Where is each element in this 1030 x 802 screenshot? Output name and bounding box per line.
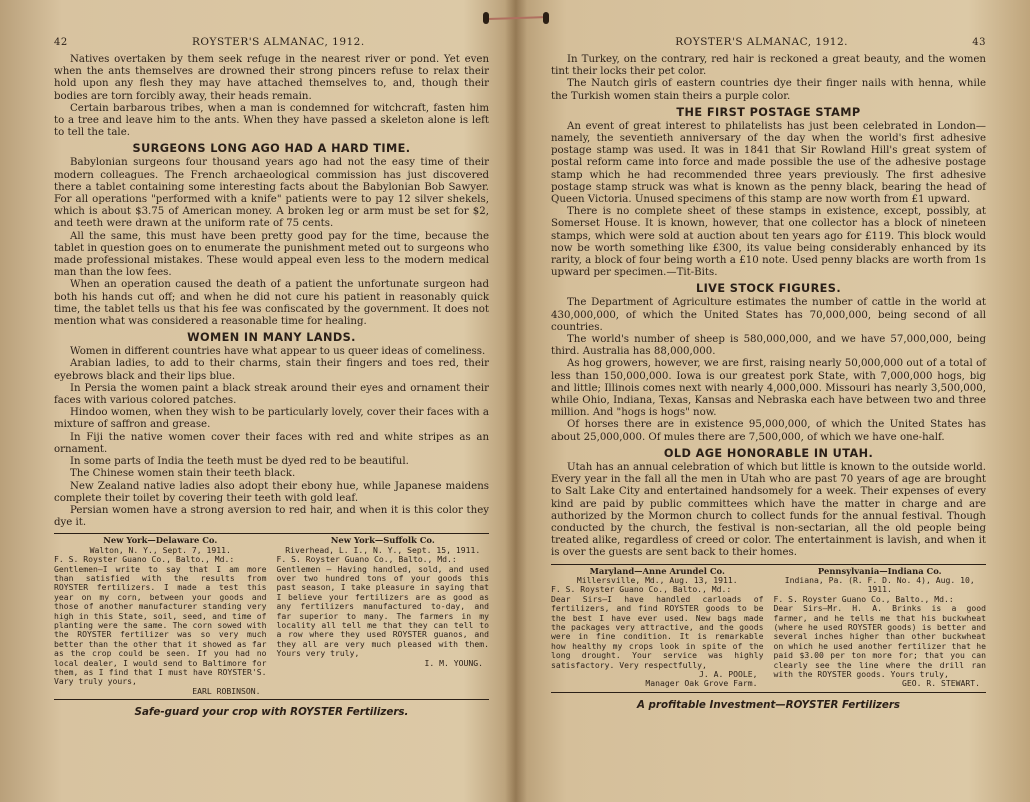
running-title: ROYSTER'S ALMANAC, 1912. <box>192 36 365 48</box>
letter-body: Gentlemen — Having handled, sold, and used over two hundred tons of your goods this past season, I take pleasure in saying that I believe your fertilizers are as good as any fertilizers manufactured to-day, and far superior to many. The farmers in my locality all tell me that they can tell to a row where they used ROYSTER guanos, and they all are very much pleased with them. Yours very truly, <box>276 563 489 659</box>
paragraph: Certain barbarous tribes, when a man is condemned for witchcraft, fasten him to a tree and leave him to the ants. When they have passed a skeleton alone is left to tell the tale. <box>54 102 489 139</box>
letter-body: Dear Sirs—I have handled carloads of fertilizers, and find ROYSTER goods to be the best I have ever used. New bags made the packages very attractive, and the goods were in fine condition. It is remarkable how healthy my crops look in spite of the long drought. Your service was highly satisfactory. Very respectfully, <box>551 593 764 670</box>
section-heading: THE FIRST POSTAGE STAMP <box>676 105 861 119</box>
letter-heading: Pennsylvania—Indiana Co. <box>817 565 942 576</box>
paragraph: The Nautch girls of eastern countries dye their finger nails with henna, while the Turkish women stain theirs a purple color. <box>551 78 986 102</box>
body-text <box>551 54 986 560</box>
paragraph: Of horses there are in existence 95,000,000, of which the United States has about 25,000,000. Of mules there are 7,500,000, of which we have one-half. <box>551 419 986 443</box>
section-heading: WOMEN IN MANY LANDS. <box>187 331 356 345</box>
letter-address: F. S. Royster Guano Co., Balto., Md.: <box>54 554 235 565</box>
letter-place-date: Millersville, Md., Aug. 13, 1911. <box>576 574 738 585</box>
page-number: 43 <box>972 37 986 48</box>
paragraph: Babylonian surgeons four thousand years ago had not the easy time of their modern colleagues. The French archaeological commission has just discovered there a tablet containing some interesting facts about the Babylonian Bob Sawyer. For all operations "performed with a knife" patients were to pay 12 silver shekels, which is about $3.75 of American money. A broken leg or arm must be set for $2, and teeth were drawn at the uniform rate of 75 cents. <box>54 157 489 230</box>
letter-signature: GEO. R. STEWART. <box>902 678 980 689</box>
paragraph: Utah has an annual celebration of which but little is known to the outside world. Every year in the fall all the men in Utah who are past 70 years of age are brought to Salt Lake City and entertained handsomely for a week. Their expenses of every kind are paid by public committees which have the matter in charge and are authorized by the Mormon church to collect funds for the annual festival. Though conducted by the church, the festival is non-sectarian, all the old people being treated alike, regardless of creed or color. The entertainment is lavish, and when it is over the guests are sent back to their homes. <box>551 461 986 559</box>
paragraph: New Zealand native ladies also adopt their ebony hue, while Japanese maidens complete their toilet by covering their teeth with gold leaf. <box>54 480 489 504</box>
letter-body: Gentlemen—I write to say that I am more than satisfied with the results from ROYSTER fertilizers. I made a test this year on my corn, between your goods and those of another manufacturer standing very high in this State, soil, seed, and time of planting were the same. The corn sowed with the ROYSTER fertilizer was so very much better than the other that it showed as far as the crop could be seen. If you had no local dealer, I would send to Baltimore for them, as I find that I must have ROYSTER'S. Vary truly yours, <box>54 563 267 687</box>
body-text <box>54 54 489 529</box>
paragraph: There is no complete sheet of these stamps in existence, except, possibly, at Somerset House. It is known, however, that one collector has a block of nineteen stamps, which were sold at auction about ten years ago for £119. This block would now be worth something like £300, its value being considerably enhanced by its rarity, a block of four being worth a £10 note. Used penny blacks are worth from 1s upward per specimen.—Tit-Bits. <box>551 206 986 279</box>
running-head <box>551 36 986 48</box>
section-heading: LIVE STOCK FIGURES. <box>695 282 842 296</box>
paragraph: As hog growers, however, we are first, raising nearly 50,000,000 out of a total of less than 150,000,000. Iowa is our greatest pork State, with 7,000,000 hogs, big and little; Illinois comes next with nearly 4,000,000. Missouri has nearly 3,500,000, while Ohio, Indiana, Texas, Kansas and Nebraska each have between two and three million. And "hogs is hogs" now. <box>551 358 986 419</box>
right-page <box>515 0 1030 802</box>
paragraph: The Chinese women stain their teeth black. <box>70 468 296 480</box>
testimonial-letter <box>277 536 490 696</box>
section-heading: SURGEONS LONG AGO HAD A HARD TIME. <box>132 142 411 156</box>
paragraph: In Fiji the native women cover their faces with red and white stripes as an ornament. <box>54 431 489 455</box>
testimonial-letter <box>54 536 267 696</box>
letter-signature: J. A. POOLE, <box>699 668 758 679</box>
paragraph: All the same, this must have been pretty good pay for the time, because the tablet in question goes on to enumerate the punishment meted out to surgeons who made professional mistakes. These would appeal even less to the modern medical man than the low fees. <box>54 230 489 279</box>
divider <box>551 692 986 693</box>
section-heading: OLD AGE HONORABLE IN UTAH. <box>663 446 874 460</box>
footer-slogan: A profitable Investment—ROYSTER Fertilizers <box>636 698 901 711</box>
letter-heading: New York—Suffolk Co. <box>330 535 435 546</box>
letter-place-date: Walton, N. Y., Sept. 7, 1911. <box>89 544 231 555</box>
divider <box>54 699 489 700</box>
paragraph: Arabian ladies, to add to their charms, stain their fingers and toes red, their eyebrows black and their lips blue. <box>54 358 489 382</box>
testimonial-letter <box>774 567 987 689</box>
paragraph: The Department of Agriculture estimates the number of cattle in the world at 430,000,000, of which the United States has 70,000,000, being second of all countries. <box>551 297 986 333</box>
letter-heading: New York—Delaware Co. <box>103 535 218 546</box>
letter-address: F. S. Royster Guano Co., Balto., Md.: <box>551 584 732 595</box>
paragraph: Hindoo women, when they wish to be particularly lovely, cover their faces with a mixture of saffron and grease. <box>54 407 489 431</box>
testimonial-letters <box>551 567 986 689</box>
paragraph: In Persia the women paint a black streak around their eyes and ornament their faces with various colored patches. <box>54 382 489 407</box>
testimonial-letter <box>551 567 764 689</box>
letter-signature-title: Manager Oak Grove Farm. <box>645 678 758 689</box>
letter-place-date: Indiana, Pa. (R. F. D. No. 4), Aug. 10, 1911. <box>784 574 975 595</box>
paragraph: Women in different countries have what appear to us queer ideas of comeliness. <box>70 346 486 358</box>
letter-address: F. S. Royster Guano Co., Balto., Md.: <box>773 593 954 604</box>
page-number: 42 <box>54 37 68 48</box>
testimonial-letters <box>54 536 489 696</box>
divider <box>551 564 986 565</box>
letter-body: Dear Sirs—Mr. H. A. Brinks is a good farmer, and he tells me that his buckwheat (where he used ROYSTER goods) is better and several inches higher than other buckwheat on which he used another fertilizer that he paid $3.00 per ton more for; that you can clearly see the line where the drill ran with the ROYSTER goods. Yours truly, <box>773 603 986 679</box>
paragraph: Persian women have a strong aversion to red hair, and when it is this color they dye it. <box>54 504 489 529</box>
letter-address: F. S. Royster Guano Co., Balto., Md.: <box>276 554 457 565</box>
footer-slogan: Safe-guard your crop with ROYSTER Fertilizers. <box>134 706 409 719</box>
divider <box>54 533 489 534</box>
paragraph: The world's number of sheep is 580,000,000, and we have 57,000,000, being third. Australia has 88,000,000. <box>551 334 986 358</box>
running-title: ROYSTER'S ALMANAC, 1912. <box>675 36 848 48</box>
running-head <box>54 36 489 48</box>
paragraph: When an operation caused the death of a patient the unfortunate surgeon had both his hands cut off; and when he did not cure his patient in reasonably quick time, the tablet tells us that his fee was confiscated by the government. It does not mention what was considered a reasonable time for healing. <box>54 279 489 328</box>
letter-signature: I. M. YOUNG. <box>424 657 483 668</box>
letter-place-date: Riverhead, L. I., N. Y., Sept. 15, 1911. <box>285 544 481 555</box>
paragraph: Natives overtaken by them seek refuge in the nearest river or pond. Yet even when the ants themselves are drowned their strong pincers refuse to relax their hold upon any flesh they may have attached themselves to, and, though their bodies are torn forcibly away, their heads remain. <box>54 54 489 102</box>
paragraph: In some parts of India the teeth must be dyed red to be beautiful. <box>70 456 409 468</box>
letter-signature: EARL ROBINSON. <box>192 685 261 696</box>
paragraph: In Turkey, on the contrary, red hair is reckoned a great beauty, and the women tint their locks their pet color. <box>551 54 986 78</box>
letter-heading: Maryland—Anne Arundel Co. <box>589 565 725 576</box>
paragraph: An event of great interest to philatelists has just been celebrated in London—namely, the seventieth anniversary of the day when the world's first adhesive postage stamp was used. It was in 1841 that Sir Rowland Hill's great system of postal reform came into force and made possible the use of the adhesive postage stamp which he had recommended three years previously. The first adhesive postage stamp struck was what is known as the penny black, bearing the head of Queen Victoria. Unused specimens of this stamp are now worth from £1 upward. <box>551 120 986 206</box>
